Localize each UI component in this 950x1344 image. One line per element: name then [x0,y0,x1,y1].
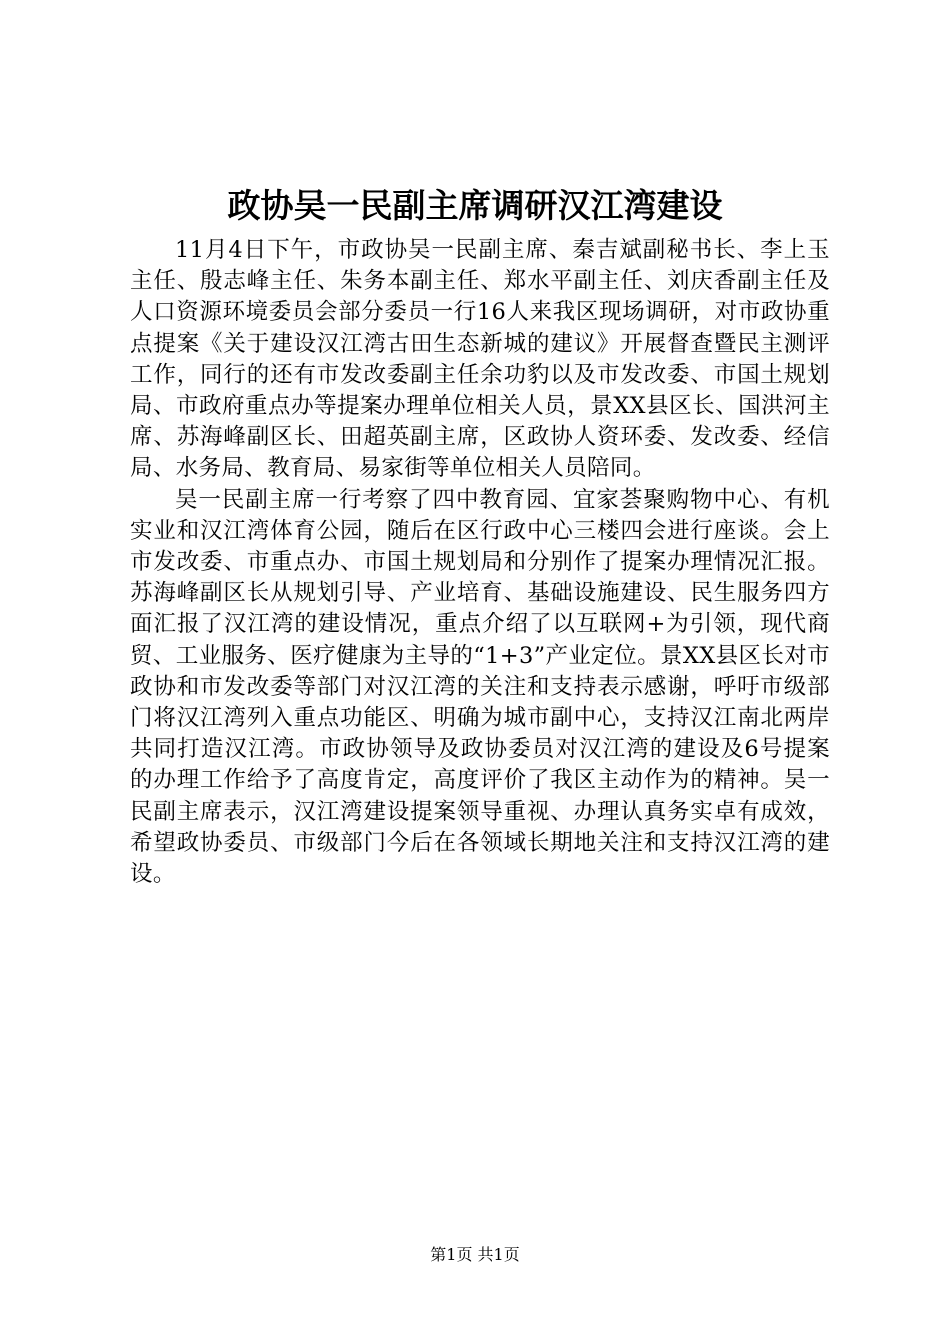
document-body [130,235,830,890]
paragraph-1: 11月4日下午，市政协吴一民副主席、秦吉斌副秘书长、李上玉主任、殷志峰主任、朱务本副主任、郑水平副主任、刘庆香副主任及人口资源环境委员会部分委员一行16人来我区现场调研，对市政协重点提案《关于建设汉江湾古田生态新城的建议》开展督查暨民主测评工作，同行的还有市发改委副主任余功豹以及市发改委、市国土规划局、市政府重点办等提案办理单位相关人员，景XX县区长、国洪河主席、苏海峰副区长、田超英副主席，区政协人资环委、发改委、经信局、水务局、教育局、易家街等单位相关人员陪同。 [130,237,830,482]
page-number-footer: 第1页 共1页 [430,1245,520,1264]
paragraph-2: 吴一民副主席一行考察了四中教育园、宜家荟聚购物中心、有机实业和汉江湾体育公园，随后在区行政中心三楼四会进行座谈。会上市发改委、市重点办、市国土规划局和分别作了提案办理情况汇报。苏海峰副区长从规划引导、产业培育、基础设施建设、民生服务四方面汇报了汉江湾的建设情况，重点介绍了以互联网+为引领，现代商贸、工业服务、医疗健康为主导的“1+3”产业定位。景XX县区长对市政协和市发改委等部门对汉江湾的关注和支持表示感谢，呼吁市级部门将汉江湾列入重点功能区、明确为城市副中心，支持汉江南北两岸共同打造汉江湾。市政协领导及政协委员对汉江湾的建设及6号提案的办理工作给予了高度肯定，高度评价了我区主动作为的精神。吴一民副主席表示，汉江湾建设提案领导重视、办理认真务实卓有成效，希望政协委员、市级部门今后在各领域长期地关注和支持汉江湾的建设。 [130,486,830,888]
document-title: 政协吴一民副主席调研汉江湾建设 [227,186,723,225]
